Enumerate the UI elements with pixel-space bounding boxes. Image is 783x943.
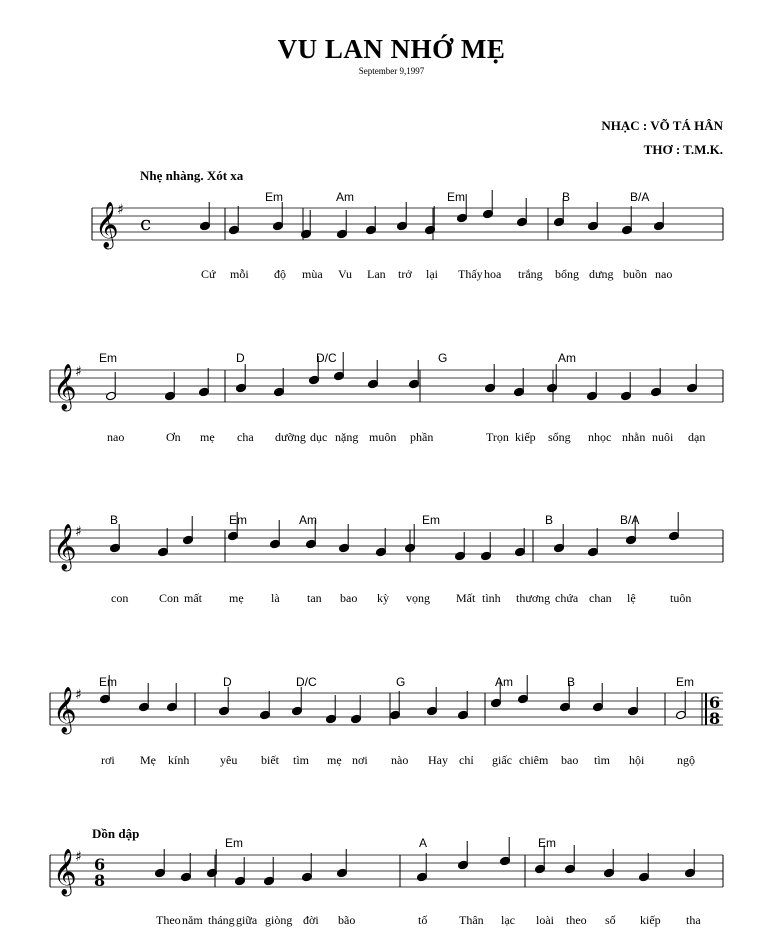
lyric-syllable: mẹ: [327, 753, 342, 767]
chord-symbol: D: [223, 675, 232, 689]
lyric-syllable: độ: [274, 267, 286, 281]
music-credit: NHẠC : VÕ TÁ HÂN: [601, 118, 723, 133]
chord-symbol: Em: [422, 513, 440, 527]
chord-symbol: D: [236, 351, 245, 365]
lyric-syllable: tha: [686, 913, 701, 927]
lyric-syllable: dục: [310, 430, 328, 444]
lyric-syllable: mẹ: [229, 591, 244, 605]
lyric-syllable: trở: [398, 267, 412, 281]
lyric-syllable: rơi: [101, 753, 115, 767]
tempo-marking-2: Dồn dập: [92, 826, 140, 841]
chord-symbol: B: [545, 513, 554, 527]
lyric-syllable: chứa: [555, 591, 579, 605]
lyric-syllable: Hay: [428, 753, 448, 767]
lyric-syllable: số: [605, 913, 616, 927]
chord-symbol: Am: [495, 675, 513, 689]
staff-system-1: [92, 190, 723, 250]
lyric-syllable: muôn: [369, 430, 397, 444]
lyric-syllable: dưng: [589, 267, 614, 281]
chord-symbol: B/A: [630, 190, 650, 204]
lyric-syllable: tìm: [594, 753, 611, 767]
lyric-syllable: tố: [418, 913, 428, 927]
lyric-syllable: chiêm: [519, 753, 549, 767]
chord-symbol: G: [396, 675, 406, 689]
key-sharp-icon: ♯: [75, 364, 82, 380]
chord-symbol: Em: [447, 190, 465, 204]
chord-symbol: G: [438, 351, 448, 365]
key-sharp-icon: ♯: [117, 202, 124, 218]
staff-system-4: [50, 675, 723, 735]
lyric-syllable: trắng: [518, 267, 543, 281]
chord-symbol: Em: [225, 836, 243, 850]
lyric-syllable: nhọc: [588, 430, 612, 444]
lyric-syllable: kiếp: [640, 913, 661, 927]
lyric-syllable: hội: [629, 753, 645, 767]
chord-symbol: Am: [299, 513, 317, 527]
lyric-syllable: Theo: [156, 913, 181, 927]
time-signature-bottom: 8: [94, 871, 106, 890]
lyric-syllable: kiếp: [515, 430, 536, 444]
lyric-syllable: bão: [338, 913, 356, 927]
lyric-syllable: Thân: [459, 913, 484, 927]
lyric-syllable: năm: [182, 913, 203, 927]
treble-clef-icon: 𝄞: [53, 364, 77, 410]
lyric-syllable: giấc: [492, 753, 512, 767]
lyric-syllable: tìm: [293, 753, 310, 767]
staff-system-2: [50, 352, 723, 412]
lyric-syllable: giòng: [265, 913, 293, 927]
lyric-syllable: loài: [536, 913, 554, 927]
song-title: VU LAN NHỚ MẸ: [277, 34, 506, 64]
lyric-syllable: sống: [548, 430, 571, 444]
lyric-syllable: hoa: [484, 267, 502, 281]
lyric-syllable: dưỡng: [275, 430, 306, 444]
time-signature-bottom: 8: [709, 709, 721, 728]
common-time-icon: c: [140, 211, 152, 235]
chord-symbol: Em: [676, 675, 694, 689]
lyric-syllable: nuôi: [652, 430, 674, 444]
chord-symbol: B: [562, 190, 571, 204]
lyric-syllable: tháng: [208, 913, 235, 927]
lyric-syllable: con: [111, 591, 129, 605]
lyric-syllable: tan: [307, 591, 322, 605]
treble-clef-icon: 𝄞: [53, 849, 77, 895]
treble-clef-icon: 𝄞: [53, 524, 77, 570]
lyric-syllable: là: [271, 591, 280, 605]
lyric-syllable: bao: [561, 753, 579, 767]
lyric-syllable: cha: [237, 430, 254, 444]
key-sharp-icon: ♯: [75, 687, 82, 703]
lyric-syllable: vọng: [406, 591, 430, 605]
staff-system-5: [50, 837, 723, 897]
lyric-syllable: nặng: [335, 430, 359, 444]
key-sharp-icon: ♯: [75, 524, 82, 540]
lyric-syllable: Thấy: [458, 267, 483, 281]
chord-symbol: Em: [265, 190, 283, 204]
lyric-syllable: Lan: [367, 267, 386, 281]
lyric-syllable: nơi: [352, 753, 368, 767]
tempo-marking-1: Nhẹ nhàng. Xót xa: [140, 168, 244, 183]
chord-symbol: Em: [99, 675, 117, 689]
lyric-syllable: tuôn: [670, 591, 692, 605]
lyric-syllable: bao: [340, 591, 358, 605]
lyric-syllable: nào: [391, 753, 409, 767]
lyric-syllable: Con: [159, 591, 180, 605]
lyric-syllable: Vu: [338, 267, 352, 281]
lyric-syllable: Cứ: [201, 267, 216, 281]
time-signature-top: 6: [709, 693, 721, 712]
lyric-syllable: mùa: [302, 267, 323, 281]
lyric-syllable: đời: [303, 913, 319, 927]
time-signature-top: 6: [94, 855, 106, 874]
lyric-syllable: phần: [410, 430, 434, 444]
treble-clef-icon: 𝄞: [95, 202, 119, 248]
lyric-syllable: kỳ: [377, 591, 389, 605]
chord-symbol: D/C: [296, 675, 317, 689]
lyric-syllable: Mẹ: [140, 753, 156, 767]
chord-symbol: Em: [99, 351, 117, 365]
chord-symbol: B: [110, 513, 119, 527]
chord-symbol: B: [567, 675, 576, 689]
lyric-syllable: biết: [261, 753, 279, 767]
lyric-syllable: nao: [655, 267, 673, 281]
lyrics-credit: THƠ : T.M.K.: [643, 142, 723, 157]
lyric-syllable: mẹ: [200, 430, 215, 444]
chord-symbol: D/C: [316, 351, 337, 365]
lyric-syllable: Ơn: [166, 430, 181, 444]
chord-symbol: Am: [336, 190, 354, 204]
lyric-syllable: tình: [482, 591, 501, 605]
treble-clef-icon: 𝄞: [53, 687, 77, 733]
lyric-syllable: mất: [184, 591, 202, 605]
chord-symbol: Em: [538, 836, 556, 850]
lyric-syllable: nhằn: [622, 430, 646, 444]
key-sharp-icon: ♯: [75, 849, 82, 865]
lyric-syllable: bổng: [555, 267, 579, 281]
lyric-syllable: dạn: [688, 430, 706, 444]
lyric-syllable: mỗi: [230, 267, 249, 281]
lyric-syllable: lệ: [627, 591, 636, 605]
lyric-syllable: theo: [566, 913, 587, 927]
lyric-syllable: Mất: [456, 591, 476, 605]
lyric-syllable: giữa: [236, 913, 258, 927]
lyric-syllable: chỉ: [459, 753, 474, 767]
lyric-syllable: thương: [516, 591, 551, 605]
lyric-syllable: buồn: [623, 267, 647, 281]
chord-symbol: Em: [229, 513, 247, 527]
lyric-syllable: Trọn: [486, 430, 509, 444]
chord-symbol: A: [419, 836, 428, 850]
chord-symbol: B/A: [620, 513, 640, 527]
lyric-syllable: kính: [168, 753, 190, 767]
lyric-syllable: nao: [107, 430, 125, 444]
lyric-syllable: lạc: [501, 913, 515, 927]
composition-date: September 9,1997: [358, 66, 425, 76]
lyric-syllable: ngộ: [677, 753, 695, 767]
lyric-syllable: yêu: [220, 753, 238, 767]
chord-symbol: Am: [558, 351, 576, 365]
lyric-syllable: lại: [426, 267, 438, 281]
lyric-syllable: chan: [589, 591, 612, 605]
